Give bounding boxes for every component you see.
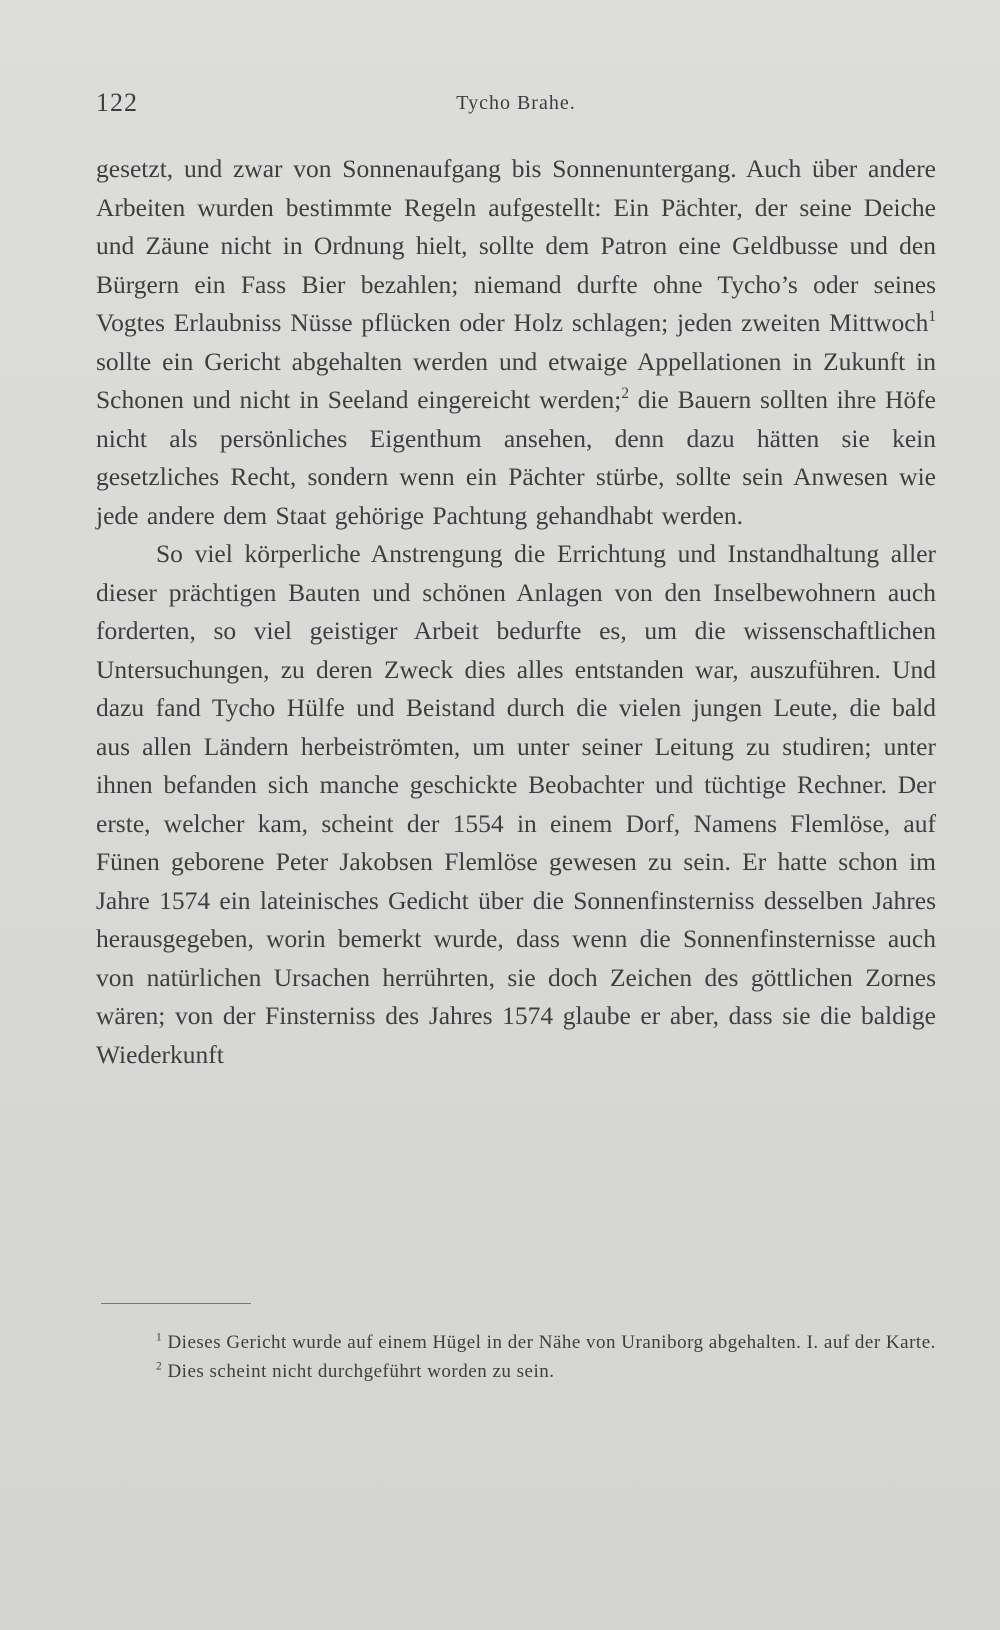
footnote-2-text: Dies scheint nicht durchgeführt worden zu sein. [162, 1361, 555, 1382]
footnote-divider [101, 1303, 251, 1304]
footnote-1 [96, 1328, 936, 1357]
body-text [96, 150, 936, 1074]
footnote-1-marker: 1 [156, 1331, 163, 1344]
paragraph-1-text-a: gesetzt, und zwar von Sonnenaufgang bis Sonnenuntergang. Auch über andere Arbeiten wurden bestimmte Regeln aufgestellt: Ein Pächter, der seine Deiche und Zäune nicht in Ordnung hielt, sollte dem Patron eine Geldbusse und den Bürgern ein Fass Bier bezahlen; niemand durfte ohne Tycho’s oder seines Vogtes Erlaubniss Nüsse pflücken oder Holz schlagen; jeden zweiten Mittwoch [96, 154, 936, 337]
footnote-2-marker: 2 [156, 1360, 163, 1373]
page-number: 122 [96, 88, 138, 117]
footnote-ref-1: 1 [928, 308, 936, 326]
paragraph-1-text-c: die Bauern sollten ihre Höfe nicht als persönliches Eigenthum ansehen, denn dazu hätten sie kein gesetzliches Recht, sondern wenn ein Pächter stürbe, sollte sein Anwesen wie jede andere dem Staat gehörige Pachtung gehandhabt werden. [96, 385, 937, 530]
paragraph-1-text-b: sollte ein Gericht abgehalten werden und etwaige Appellationen in Zukunft in Schonen und nicht in Seeland eingereicht werden; [96, 346, 936, 414]
paragraph-1 [96, 150, 936, 535]
footnote-ref-2: 2 [621, 385, 629, 403]
running-head [96, 88, 936, 128]
paragraph-2: So viel körperliche Anstrengung die Errichtung und Instandhaltung aller dieser prächtigen Bauten und schönen Anlagen von den Inselbewohnern auch forderten, so viel geistiger Arbeit bedurfte es, um die wissenschaftlichen Untersuchungen, zu deren Zweck dies alles entstanden war, auszuführen. Und dazu fand Tycho Hülfe und Beistand durch die vielen jungen Leute, die bald aus allen Ländern herbeiströmten, um unter seiner Leitung zu studiren; unter ihnen befanden sich manche geschickte Beobachter und tüchtige Rechner. Der erste, welcher kam, scheint der 1554 in einem Dorf, Namens Flemlöse, auf Fünen geborene Peter Jakobsen Flemlöse gewesen zu sein. Er hatte schon im Jahre 1574 ein lateinisches Gedicht über die Sonnenfinsterniss desselben Jahres herausgegeben, worin bemerkt wurde, dass wenn die Sonnenfinsternisse auch von natürlichen Ursachen herrührten, sie doch Zeichen des göttlichen Zornes wären; von der Finsterniss des Jahres 1574 glaube er aber, dass sie die baldige Wiederkunft [96, 539, 936, 1069]
footnote-2 [96, 1357, 936, 1386]
footnotes [96, 1328, 936, 1386]
footnote-1-text: Dieses Gericht wurde auf einem Hügel in der Nähe von Uraniborg abgehalten. I. auf der Karte. [162, 1332, 936, 1353]
running-title: Tycho Brahe. [456, 92, 576, 114]
